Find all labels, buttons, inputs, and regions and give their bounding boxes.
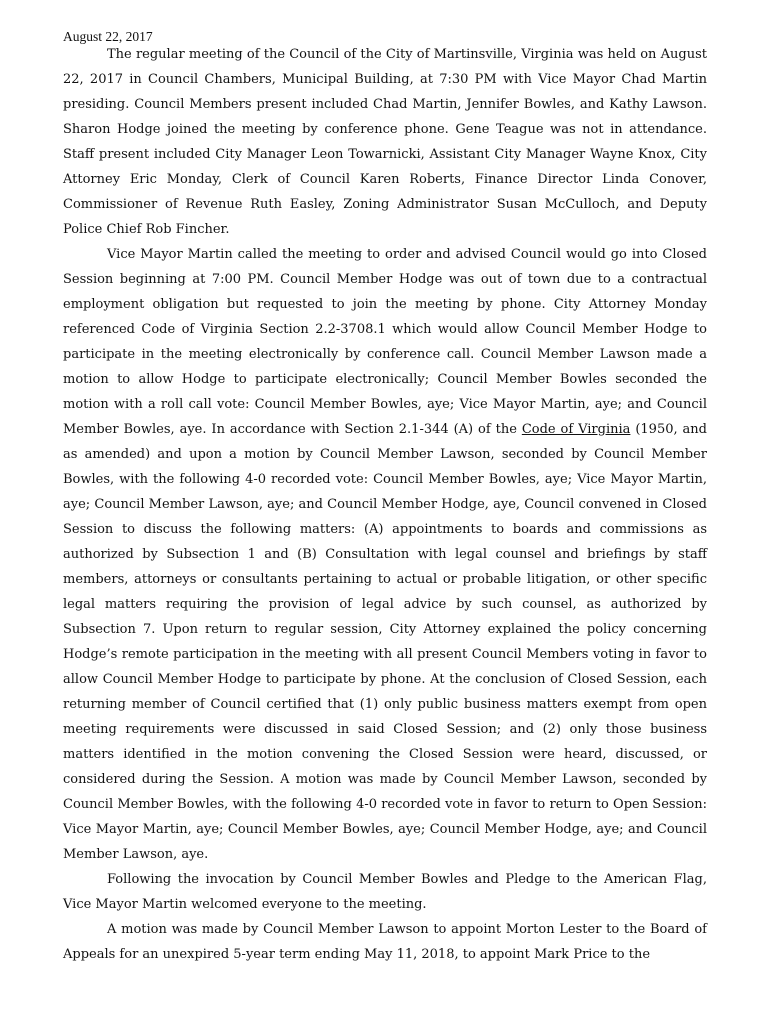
paragraph-invocation [63, 867, 707, 917]
paragraph-attendance [63, 42, 707, 242]
minutes-body [63, 42, 707, 967]
paragraph-text: (1950, and as amended) and upon a motion by Council Member Lawson, seconded by Council Member Bowles, with the following 4-0 recorded vote: Council Member Bowles, aye; Vice Mayor Martin, aye; Council Member Lawson, aye; and Council Member Hodge, aye, Council convened in Closed Session to discuss the following matters: (A) appointments to boards and commissions as authorized by Subsection 1 and (B) Consultation with legal counsel and briefings by staff members, attorneys or consultants pertaining to actual or probable litigation, or other specific legal matters requiring the provision of legal advice by such counsel, as authorized by Subsection 7. Upon return to regular session, City Attorney explained the policy concerning Hodge’s remote participation in the meeting with all present Council Members voting in favor to allow Council Member Hodge to participate by phone. At the conclusion of Closed Session, each returning member of Council certified that (1) only public business matters exempt from open meeting requirements were discussed in said Closed Session; and (2) only those business matters identified in the motion convening the Closed Session were heard, discussed, or considered during the Session. A motion was made by Council Member Lawson, seconded by Council Member Bowles, with the following 4-0 recorded vote in favor to return to Open Session: Vice Mayor Martin, aye; Council Member Bowles, aye; Council Member Hodge, aye; and Council Member Lawson, aye. [63, 422, 707, 862]
paragraph-text: The regular meeting of the Council of the City of Martinsville, Virginia was held on August 22, 2017 in Council Chambers, Municipal Building, at 7:30 PM with Vice Mayor Chad Martin presiding. Council Members present included Chad Martin, Jennifer Bowles, and Kathy Lawson. Sharon Hodge joined the meeting by conference phone. Gene Teague was not in attendance. Staff present included City Manager Leon Towarnicki, Assistant City Manager Wayne Knox, City Attorney Eric Monday, Clerk of Council Karen Roberts, Finance Director Linda Conover, Commissioner of Revenue Ruth Easley, Zoning Administrator Susan McCulloch, and Deputy Police Chief Rob Fincher. [63, 47, 707, 237]
paragraph-text: Vice Mayor Martin called the meeting to order and advised Council would go into Closed Session beginning at 7:00 PM. Council Member Hodge was out of town due to a contractual employment obligation but requested to join the meeting by phone. City Attorney Monday referenced Code of Virginia Section 2.2-3708.1 which would allow Council Member Hodge to participate in the meeting electronically by conference call. Council Member Lawson made a motion to allow Hodge to participate electronically; Council Member Bowles seconded the motion with a roll call vote: Council Member Bowles, aye; Vice Mayor Martin, aye; and Council Member Bowles, aye. In accordance with Section 2.1-344 (A) of the [63, 247, 707, 437]
meeting-date: August 22, 2017 [63, 29, 153, 44]
paragraph-appointments [63, 917, 707, 967]
paragraph-closed-session [63, 242, 707, 867]
code-of-virginia-citation: Code of Virginia [521, 422, 631, 437]
paragraph-text: Following the invocation by Council Member Bowles and Pledge to the American Flag, Vice Mayor Martin welcomed everyone to the meeting. [63, 872, 707, 912]
paragraph-text: A motion was made by Council Member Lawson to appoint Morton Lester to the Board of Appeals for an unexpired 5-year term ending May 11, 2018, to appoint Mark Price to the [63, 922, 707, 962]
